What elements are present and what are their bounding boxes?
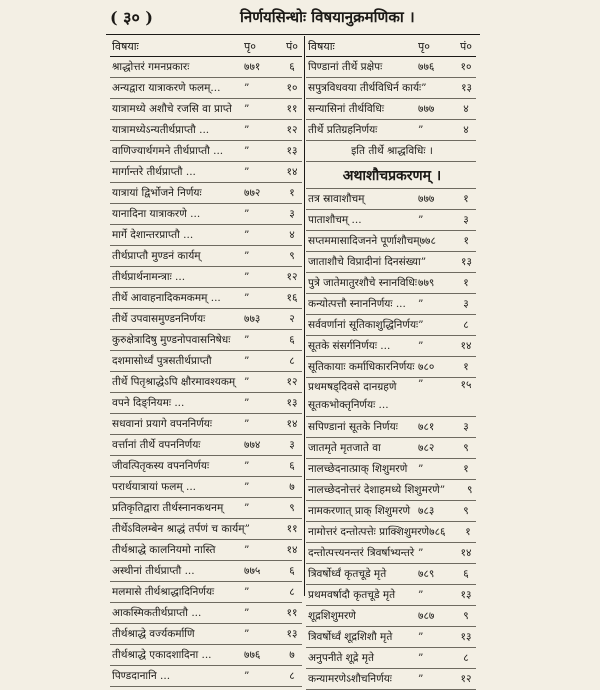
index-entry [306, 669, 476, 690]
entry-page: ७७९ [418, 277, 435, 289]
entry-topic: मार्गान्तरे तीर्थप्राप्तौ ... [112, 166, 196, 178]
index-entry [110, 225, 302, 246]
entry-page: ” [418, 463, 424, 475]
entry-topic: नालच्छेदनात्प्राक् शिशुमरणे [308, 463, 408, 475]
entry-line: ७ [289, 481, 295, 493]
entry-line: ८ [289, 670, 295, 682]
entry-page: ” [418, 340, 424, 352]
entry-page: ” [244, 586, 250, 598]
index-entry [306, 627, 476, 648]
entry-topic: वपने दिङ्नियमः ... [112, 397, 185, 409]
entry-page: ७८७ [418, 610, 435, 622]
index-entry [110, 204, 302, 225]
entry-page: ” [439, 484, 446, 496]
entry-topic: नालच्छेदनोत्तरं देशाहमध्ये शिशुमरणे [308, 484, 440, 496]
index-entry [110, 78, 302, 99]
entry-line: १३ [286, 145, 298, 157]
entry-line: १३ [286, 397, 298, 409]
index-entry [306, 543, 476, 564]
entry-page: ” [244, 376, 250, 388]
index-entry [110, 645, 302, 666]
index-entry [306, 585, 476, 606]
entry-line: ३ [289, 208, 295, 220]
entry-page: ” [244, 460, 250, 472]
section-heading [306, 162, 476, 189]
entry-line: ११ [286, 103, 298, 115]
entry-line: १२ [286, 376, 298, 388]
entry-line: १ [463, 361, 469, 373]
entry-page: ७७६ [244, 649, 261, 661]
entry-topic: पाताशौचम् ... [308, 214, 362, 226]
entry-topic: सूतके संसर्गनिर्णयः ... [308, 340, 391, 352]
index-entry [306, 417, 476, 438]
entry-line: ६ [289, 334, 295, 346]
index-entry [306, 273, 476, 294]
entry-topic: तत्र स्रावाशौचम् [308, 193, 365, 205]
entry-page: ” [244, 544, 250, 556]
entry-page: ” [244, 124, 250, 136]
entry-page: ७७३ [244, 313, 261, 325]
entry-topic: नामकरणात् प्राक् शिशुमरणे [308, 505, 411, 517]
entry-page: ७७५ [244, 565, 261, 577]
index-entry [306, 648, 476, 669]
index-entry [110, 414, 302, 435]
entry-page: ७७८ [419, 235, 436, 247]
entry-topic: त्रिवर्षोर्ध्वं शूद्रशिशौ मृते [308, 631, 393, 643]
entry-line: ६ [289, 460, 295, 472]
index-entry [306, 99, 476, 120]
entry-page: ” [418, 652, 424, 664]
entry-topic: वर्त्तानां तीर्थे वपननिर्णयः [112, 439, 201, 451]
entry-page: ७८३ [418, 505, 435, 517]
entry-line: १३ [460, 631, 472, 643]
index-entry [110, 267, 302, 288]
index-entry [306, 315, 476, 336]
entry-topic: अस्थीनां तीर्थप्राप्तौ ... [112, 565, 195, 577]
entry-topic: यात्रामध्ये अशौचे रजसि वा प्राप्ते [112, 103, 232, 115]
entry-topic: अथाशौचप्रकरणम् । [342, 167, 442, 184]
entry-topic: यात्रायां द्विर्भोजने निर्णयः [112, 187, 202, 199]
entry-page: ७७१ [244, 61, 261, 73]
left-entries [110, 57, 302, 687]
entry-page: ” [244, 334, 250, 346]
entry-line: १४ [460, 340, 472, 352]
column-divider [304, 36, 305, 596]
index-entry [306, 57, 476, 78]
entry-topic: दशमासोर्ध्वं पुत्रसतीर्थप्राप्तौ [112, 355, 212, 367]
entry-topic: तीर्थे उपवासमुण्डननिर्णयः [112, 313, 206, 325]
entry-page: ” [244, 145, 250, 157]
header-line: पं० [460, 39, 472, 53]
left-column-header [110, 36, 302, 57]
entry-topic: जातमृते मृतजाते वा [308, 442, 381, 454]
index-entry [306, 357, 476, 378]
entry-page: ” [244, 82, 250, 94]
entry-topic: अन्यद्वारा यात्राकरणे फलम्... [112, 82, 221, 94]
entry-topic: यानादिना यात्राकरणे ... [112, 208, 201, 220]
index-entry [306, 252, 476, 273]
right-column-header [306, 36, 476, 57]
entry-page: ७७२ [244, 187, 261, 199]
entry-line: १० [460, 61, 472, 73]
right-entries [306, 57, 476, 690]
entry-topic: शूद्रशिशुमरणे [308, 610, 356, 622]
index-entry [306, 189, 476, 210]
entry-line: १ [463, 193, 469, 205]
entry-line: ९ [289, 502, 295, 514]
entry-topic: सन्यासिनां तीर्थविधिः [308, 103, 384, 115]
entry-line: ११ [286, 523, 298, 535]
entry-line: ६ [289, 61, 295, 73]
entry-topic: तीर्थश्राद्धे वर्ज्यकर्माणि [112, 628, 195, 640]
entry-topic: तीर्थश्राद्धे एकादशादिना ... [112, 649, 212, 661]
index-entry [306, 501, 476, 522]
entry-topic: तीर्थे प्रतिग्रहनिर्णयः [308, 124, 378, 136]
entry-page: ७७७ [418, 103, 435, 115]
entry-line: १२ [460, 673, 472, 685]
entry-line: ३ [463, 298, 469, 310]
index-entry [110, 519, 302, 540]
entry-topic: सपिण्डानां सूतके निर्णयः [308, 421, 398, 433]
header-line: पं० [286, 39, 298, 53]
index-entry [306, 606, 476, 627]
entry-page: ” [244, 481, 250, 493]
index-entry [110, 603, 302, 624]
index-entry [110, 393, 302, 414]
entry-topic: पिण्डानां तीर्थे प्रक्षेपः [308, 61, 383, 73]
entry-page: ७७६ [418, 61, 435, 73]
entry-page: ” [420, 256, 427, 268]
entry-line: ३ [289, 439, 295, 451]
entry-line: १६ [286, 292, 298, 304]
index-entry [110, 162, 302, 183]
entry-line: ८ [289, 586, 295, 598]
entry-topic: तीर्थप्राप्तौ मुण्डनं कार्यम् [112, 250, 201, 262]
index-entry [110, 624, 302, 645]
entry-line: १४ [286, 166, 298, 178]
index-entry [306, 141, 476, 162]
entry-page: ” [244, 607, 250, 619]
entry-topic: प्रथमषड्दिवसे दानग्रहणे सूतकभोक्तृनिर्णयः ... [308, 381, 397, 411]
entry-line: १५ [460, 379, 472, 391]
index-entry [110, 246, 302, 267]
entry-line: १३ [286, 628, 298, 640]
header-topic: विषयाः [308, 39, 335, 53]
entry-line: ८ [463, 319, 469, 331]
entry-page: ” [244, 418, 250, 430]
entry-page: ” [418, 214, 424, 226]
index-entry [306, 294, 476, 315]
index-entry [110, 435, 302, 456]
entry-page: ” [244, 229, 250, 241]
entry-topic: पुत्रे जातेमातुरशौचे स्नानविधिः [308, 277, 417, 289]
entry-topic: सपुत्रविधवया तीर्थविधिर्न कार्यः [308, 82, 422, 94]
index-entry [110, 666, 302, 687]
entry-topic: जीवत्पितृकस्य वपननिर्णयः [112, 460, 210, 472]
entry-page: ” [244, 166, 250, 178]
index-entry [110, 330, 302, 351]
entry-topic: तीर्थेऽविलम्बेन श्राद्धं तर्पणं च कार्यम् [112, 523, 245, 535]
entry-topic: नामोत्तरं दन्तोत्पत्तेः प्राक्शिशुमरणे [308, 526, 430, 538]
index-entry [110, 309, 302, 330]
index-entry [110, 372, 302, 393]
index-entry [306, 120, 476, 141]
entry-page: ” [244, 208, 250, 220]
entry-topic: पिण्डदानानि ... [112, 670, 171, 682]
entry-page: ” [244, 628, 250, 640]
entry-line: ९ [463, 442, 469, 454]
header-topic: विषयाः [112, 39, 139, 53]
entry-line: १ [463, 463, 469, 475]
index-entry [306, 378, 476, 417]
page-number: ( ३० ) [110, 8, 153, 27]
index-entry [110, 288, 302, 309]
entry-topic: तीर्थे पितृश्राद्धेऽपि क्षौरमावश्यकम् [112, 376, 236, 388]
entry-line: १० [286, 82, 298, 94]
entry-line: ११ [286, 607, 298, 619]
index-entry [110, 540, 302, 561]
index-entry [110, 120, 302, 141]
entry-page: ७७४ [244, 439, 261, 451]
index-entry [110, 561, 302, 582]
index-entry [306, 564, 476, 585]
entry-line: १४ [460, 547, 472, 559]
entry-topic: जाताशौचे विप्रादीनां दिनसंख्या [308, 256, 421, 268]
entry-line: ४ [289, 229, 295, 241]
entry-line: १२ [286, 271, 298, 283]
entry-topic: इति तीर्थे श्राद्धविधिः । [351, 145, 433, 157]
entry-topic: कन्योत्पत्तौ स्नाननिर्णयः ... [308, 298, 406, 310]
entry-page: ” [244, 103, 250, 115]
entry-line: ७ [289, 649, 295, 661]
entry-topic: तीर्थप्रार्थनामन्त्राः ... [112, 271, 186, 283]
entry-line: १२ [286, 124, 298, 136]
index-entry [110, 141, 302, 162]
entry-page: ” [244, 250, 250, 262]
entry-page: ” [418, 547, 424, 559]
entry-topic: वाणिज्यार्थगमने तीर्थप्राप्तौ ... [112, 145, 224, 157]
index-entry [306, 459, 476, 480]
left-column [110, 36, 302, 682]
entry-line: ३ [463, 421, 469, 433]
index-entry [110, 582, 302, 603]
entry-page: ७८९ [418, 568, 435, 580]
entry-line: १३ [461, 256, 472, 268]
entry-page: ” [418, 589, 424, 601]
entry-page: ” [418, 319, 424, 331]
entry-line: ६ [463, 568, 469, 580]
entry-page: ” [244, 502, 250, 514]
entry-line: ६ [289, 565, 295, 577]
entry-line: ९ [289, 250, 295, 262]
entry-line: ८ [463, 652, 469, 664]
entry-topic: मार्गे देशान्तरप्राप्तौ ... [112, 229, 194, 241]
entry-topic: सधवानां प्रयागे वपननिर्णयः [112, 418, 213, 430]
entry-line: २ [289, 313, 295, 325]
header-page: पृ० [418, 39, 430, 53]
entry-topic: दन्तोत्पत्त्यनन्तरं त्रिवर्षाभ्यन्तरे [308, 547, 415, 559]
entry-page: ” [244, 355, 250, 367]
index-entry [110, 498, 302, 519]
entry-page: ” [244, 397, 250, 409]
index-entry [110, 477, 302, 498]
entry-topic: यात्रामध्येऽन्यतीर्थप्राप्तौ ... [112, 124, 210, 136]
entry-page: ७८० [418, 361, 435, 373]
entry-page: ७८६ [429, 526, 446, 538]
index-entry [306, 210, 476, 231]
entry-line: ८ [289, 355, 295, 367]
entry-topic: अनुपनीते शूद्रे मृते [308, 652, 375, 664]
page-header [100, 6, 540, 30]
index-entry [306, 522, 476, 543]
entry-topic: त्रिवर्षोर्ध्वं कृतचूडे मृते [308, 568, 387, 580]
entry-topic: परार्थयात्रायां फलम् ... [112, 481, 197, 493]
entry-page: ” [244, 523, 250, 535]
index-entry [306, 480, 476, 501]
entry-line: ९ [467, 484, 473, 496]
index-entry [306, 438, 476, 459]
entry-line: १४ [286, 418, 298, 430]
header-page: पृ० [244, 39, 256, 53]
entry-page: ” [244, 271, 250, 283]
entry-topic: तीर्थे आवाहनादिकमकमम् ... [112, 292, 221, 304]
entry-topic: कुरुक्षेत्रादिषु मुण्डनोपवासनिषेधः [112, 334, 231, 346]
index-entry [306, 78, 476, 99]
entry-line: १ [289, 187, 295, 199]
entry-line: १४ [286, 544, 298, 556]
entry-line: १३ [460, 589, 472, 601]
entry-line: १३ [461, 82, 472, 94]
entry-topic: मलमासे तीर्थश्राद्धादिनिर्णयः [112, 586, 215, 598]
page-title: निर्णयसिन्धोः विषयानुक्रमणिका । [240, 8, 415, 26]
top-rule [106, 34, 480, 35]
entry-page: ” [418, 124, 424, 136]
entry-topic: सप्तममासादिजनने पूर्णाशौचम् [308, 235, 420, 247]
entry-line: १ [463, 277, 469, 289]
index-entry [110, 351, 302, 372]
entry-topic: आकस्मिकतीर्थप्राप्तौ ... [112, 607, 202, 619]
entry-line: ९ [463, 505, 469, 517]
index-entry [110, 183, 302, 204]
entry-line: ३ [463, 214, 469, 226]
entry-page: ७८१ [418, 421, 435, 433]
entry-line: ४ [463, 124, 469, 136]
index-entry [306, 336, 476, 357]
index-entry [110, 99, 302, 120]
entry-page: ” [418, 298, 424, 310]
entry-page: ” [244, 670, 250, 682]
entry-topic: सर्ववर्णानां सूतिकाशुद्धिनिर्णयः [308, 319, 419, 331]
entry-page: ” [418, 378, 424, 390]
index-entry [306, 231, 476, 252]
entry-topic: सूतिकायाः कर्माधिकारनिर्णयः [308, 361, 415, 373]
entry-page: ७८२ [418, 442, 435, 454]
right-column [306, 36, 476, 685]
entry-line: १ [463, 235, 469, 247]
entry-page: ” [418, 631, 424, 643]
entry-line: १ [465, 526, 471, 538]
entry-page: ” [418, 673, 424, 685]
entry-page: ७७७ [418, 193, 435, 205]
entry-line: ४ [463, 103, 469, 115]
entry-line: ९ [463, 610, 469, 622]
index-entry [110, 57, 302, 78]
entry-topic: कन्यामरणेऽशौचनिर्णयः [308, 673, 392, 685]
entry-topic: तीर्थश्राद्धे कालनियमो नास्ति [112, 544, 216, 556]
entry-page: ” [244, 292, 250, 304]
entry-topic: प्रतिकृतिद्वारा तीर्थस्नानकथनम् [112, 502, 224, 514]
entry-topic: प्रथमवर्षादौ कृतचूडे मृते [308, 589, 396, 601]
index-entry [110, 456, 302, 477]
entry-topic: श्राद्धोत्तरं गमनप्रकारः [112, 61, 190, 73]
entry-page: ” [421, 82, 427, 94]
